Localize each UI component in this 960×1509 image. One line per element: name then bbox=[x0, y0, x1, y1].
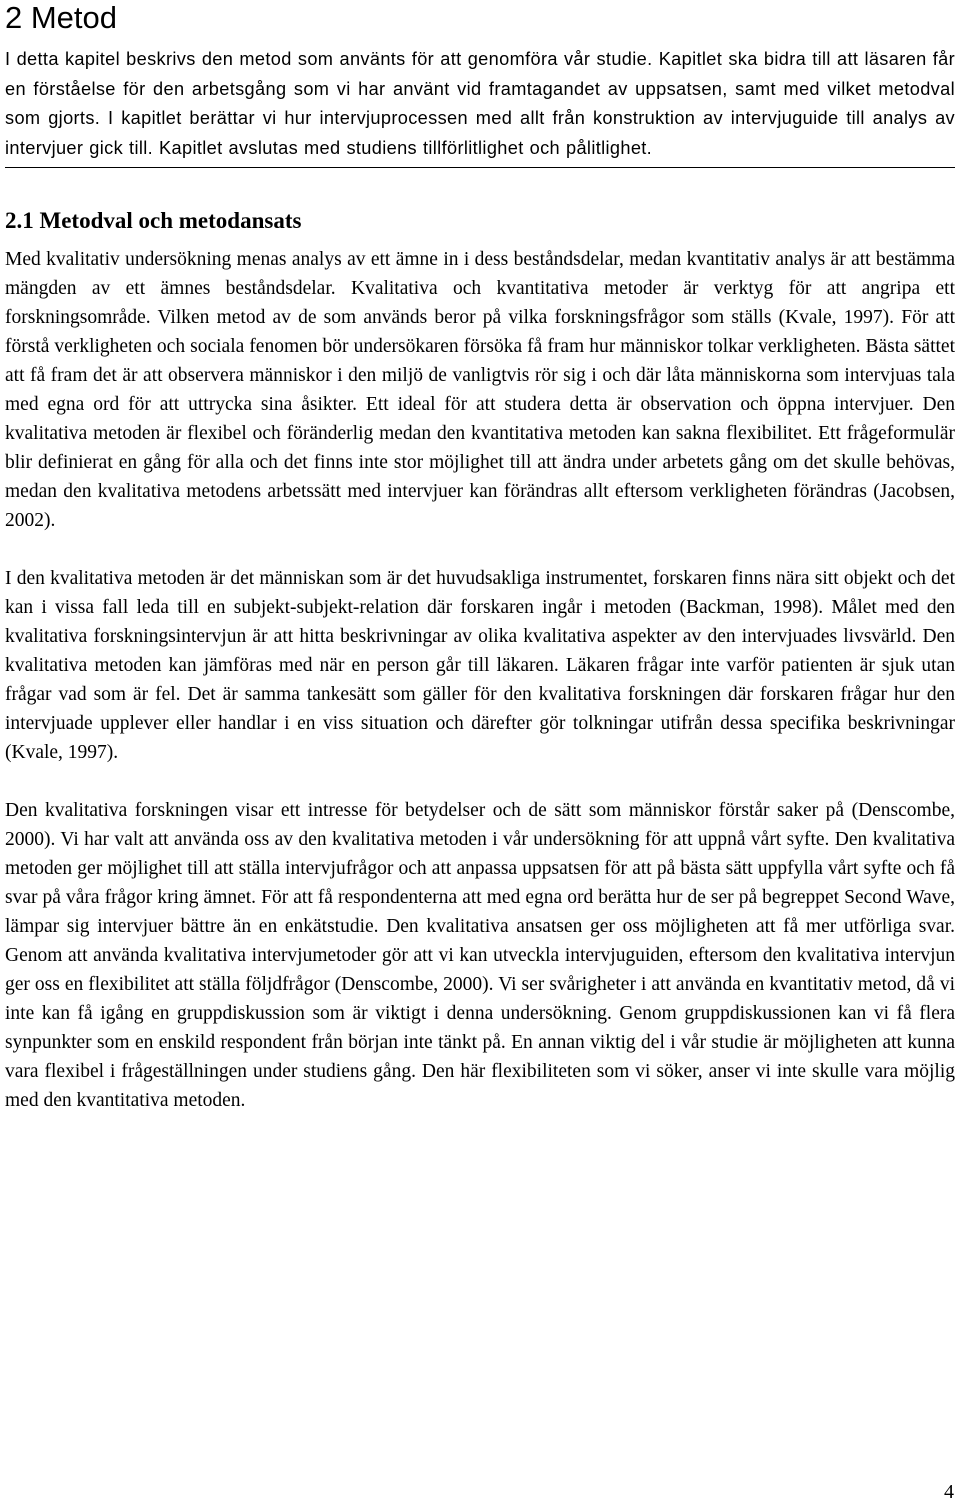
section-divider bbox=[5, 167, 955, 168]
chapter-intro: I detta kapitel beskrivs den metod som använts för att genomföra vår studie. Kapitlet ska bidra till att läsaren får en förståelse för den arbetsgång som vi har använt vid framtagandet av uppsatsen, samt med vilket metodval som gjorts. I kapitlet berättar vi hur intervjuprocessen med allt från konstruktion av intervjuguide till analys av intervjuer gick till. Kapitlet avslutas med studiens tillförlitlighet och pålitlighet. bbox=[5, 49, 955, 158]
chapter-title: 2 Metod bbox=[5, 0, 118, 35]
body-paragraph-1: Med kvalitativ undersökning menas analys av ett ämne in i dess beståndsdelar, medan kvantitativ analys är att bestämma mängden av ett ämnes beståndsdelar. Kvalitativa och kvantitativa metoder är verktyg för att angripa ett forskningsområde. Vilken metod av de som används beror på vilka forskningsfrågor som ställs (Kvale, 1997). För att förstå verkligheten och sociala fenomen bör undersökaren försöka få fram hur människor tolkar verkligheten. Bästa sättet att få fram det är att observera människor i den miljö de vanligtvis rör sig i och där låta människorna som intervjuas tala med egna ord för att uttrycka sina åsikter. Ett ideal för att studera detta är observation och öppna intervjuer. Den kvalitativa metoden är flexibel och föränderlig medan den kvantitativa metoden kan sakna flexibilitet. Ett frågeformulär blir definierat en gång för alla och det finns inte stor möjlighet till att ändra under arbetets gång om det skulle behövas, medan den kvalitativa metodens arbetssätt med intervjuer kan förändras allt eftersom verkligheten förändras (Jacobsen, 2002). bbox=[5, 249, 955, 531]
section-title: 2.1 Metodval och metodansats bbox=[5, 208, 302, 233]
body-paragraph-2: I den kvalitativa metoden är det människan som är det huvudsakliga instrumentet, forskaren finns nära sitt objekt och det kan i vissa fall leda till en subjekt-subjekt-relation där forskaren ingår i metoden (Backman, 1998). Målet med den kvalitativa forskningsintervjun är att hitta beskrivningar av olika kvalitativa aspekter av den intervjuades livsvärld. Den kvalitativa metoden kan jämföras med när en person går till läkaren. Läkaren frågar inte varför patienten är sjuk utan frågar vad som är fel. Det är samma tankesätt som gäller för den kvalitativa forskningen där forskaren frågar hur den intervjuade upplever eller handlar i en viss situation och därefter gör tolkningar utifrån dessa specifika beskrivningar (Kvale, 1997). bbox=[5, 568, 955, 763]
document-page bbox=[5, 0, 955, 1115]
page-number: 4 bbox=[944, 1481, 954, 1503]
body-paragraph-3: Den kvalitativa forskningen visar ett intresse för betydelser och de sätt som människor förstår saker på (Denscombe, 2000). Vi har valt att använda oss av den kvalitativa metoden i vår undersökning för att uppnå vårt syfte. Den kvalitativa metoden ger möjlighet till att ställa intervjufrågor och att anpassa uppsatsen för att på bästa sätt uppfylla vårt syfte och få svar på våra frågor kring ämnet. För att få respondenterna att med egna ord berätta hur de ser på begreppet Second Wave, lämpar sig intervjuer bättre än en enkätstudie. Den kvalitativa ansatsen ger oss möjligheten att få mer utförliga svar. Genom att använda kvalitativa intervjumetoder gör att vi kan utveckla intervjuguiden, eftersom den kvalitativa intervjun ger oss en flexibilitet att ställa följdfrågor (Denscombe, 2000). Vi ser svårigheter i att använda en kvantitativ metod, då vi inte kan få igång en gruppdiskussion som är viktigt i denna undersökning. Genom gruppdiskussionen kan vi få flera synpunkter som en enskild respondent från början inte tänkt på. En annan viktig del i vår studie är möjligheten att kunna vara flexibel i frågeställningen under studiens gång. Den här flexibiliteten som vi söker, anser vi inte skulle vara möjlig med den kvantitativa metoden. bbox=[5, 800, 955, 1111]
